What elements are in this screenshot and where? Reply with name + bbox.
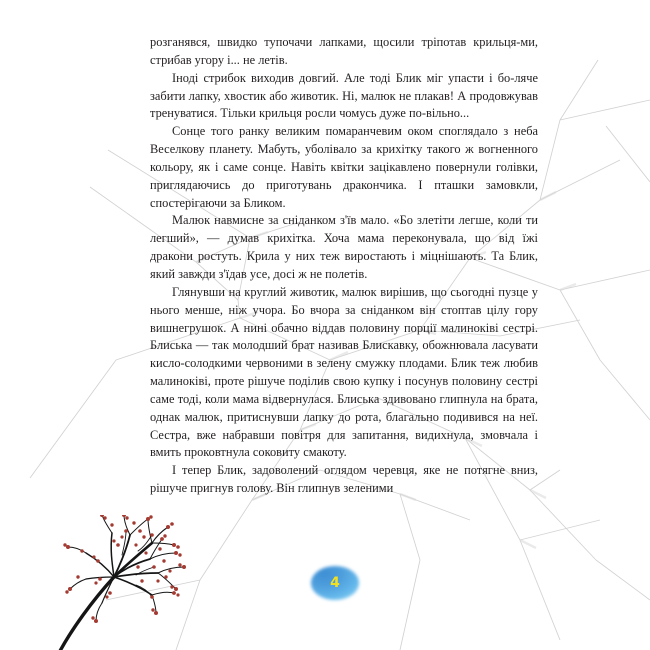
page-number [311,566,359,600]
page-number-value: 4 [330,574,340,591]
paragraph: Іноді стрибок виходив довгий. Але тоді Блик міг упасти і бо-ляче забити лапку, хвостик або животик. Ні, малюк не плакав! А продовжував тренуватися. Тільки крильця росли чомусь дуже по-вільно... [150,70,538,121]
paragraph: розганявся, швидко тупочачи лапками, щосили тріпотав крильця-ми, стрибав угору і... не летів. [150,35,538,67]
paragraph: І тепер Блик, задоволений оглядом черевця, яке не потягне вниз, рішуче пригнув голову. Він глипнув зеленими [150,463,538,496]
page-text-column [150,34,538,498]
paragraph: Сонце того ранку великим помаранчевим оком споглядало з неба Веселкову планету. Мабуть, уболівало за крихітку такого ж вогненного кольору, як і саме сонце. Навіть квітки зацікавлено повернули голівки, приглядаючись до приготувань дракончика. І пташки замовкли, спостерігаючи за Бликом. [150,124,538,210]
paragraph: Глянувши на круглий животик, малюк вирішив, що сьогодні пузце у нього менше, ніж учора. Бо вчора за сніданком він стоптав цілу гору вишнегрушок. А нині обачно віддав половину порції малиноківі сестрі. Блиська — так молодший брат називав Блискавку, обожнювала ласувати кисло-солодкими червоними в зелену смужку плодами. Блик теж любив малиноківі, проте рішуче поділив свою купку і посунув половину сестрі саме тоді, коли мама відвернулася. Блиська здивовано глипнула на брата, однак малюк, притиснувши лапку до рота, благально подивився на неї. Сестра, вже набравши повітря для запитання, видихнула, змовчала і вмить проковтнула соковиту смакоту. [150,284,538,460]
berry-branch-illustration [52,515,187,650]
paragraph: Малюк навмисне за сніданком з'їв мало. «Бо злетіти легше, коли ти легший», — думав крихітка. Хоча мама переконувала, що від їжі дракони ростуть. Крила у них теж виростають і міцнішають. Та Блик, який завжди з'їдав усе, досі ж не полетів. [150,213,538,281]
